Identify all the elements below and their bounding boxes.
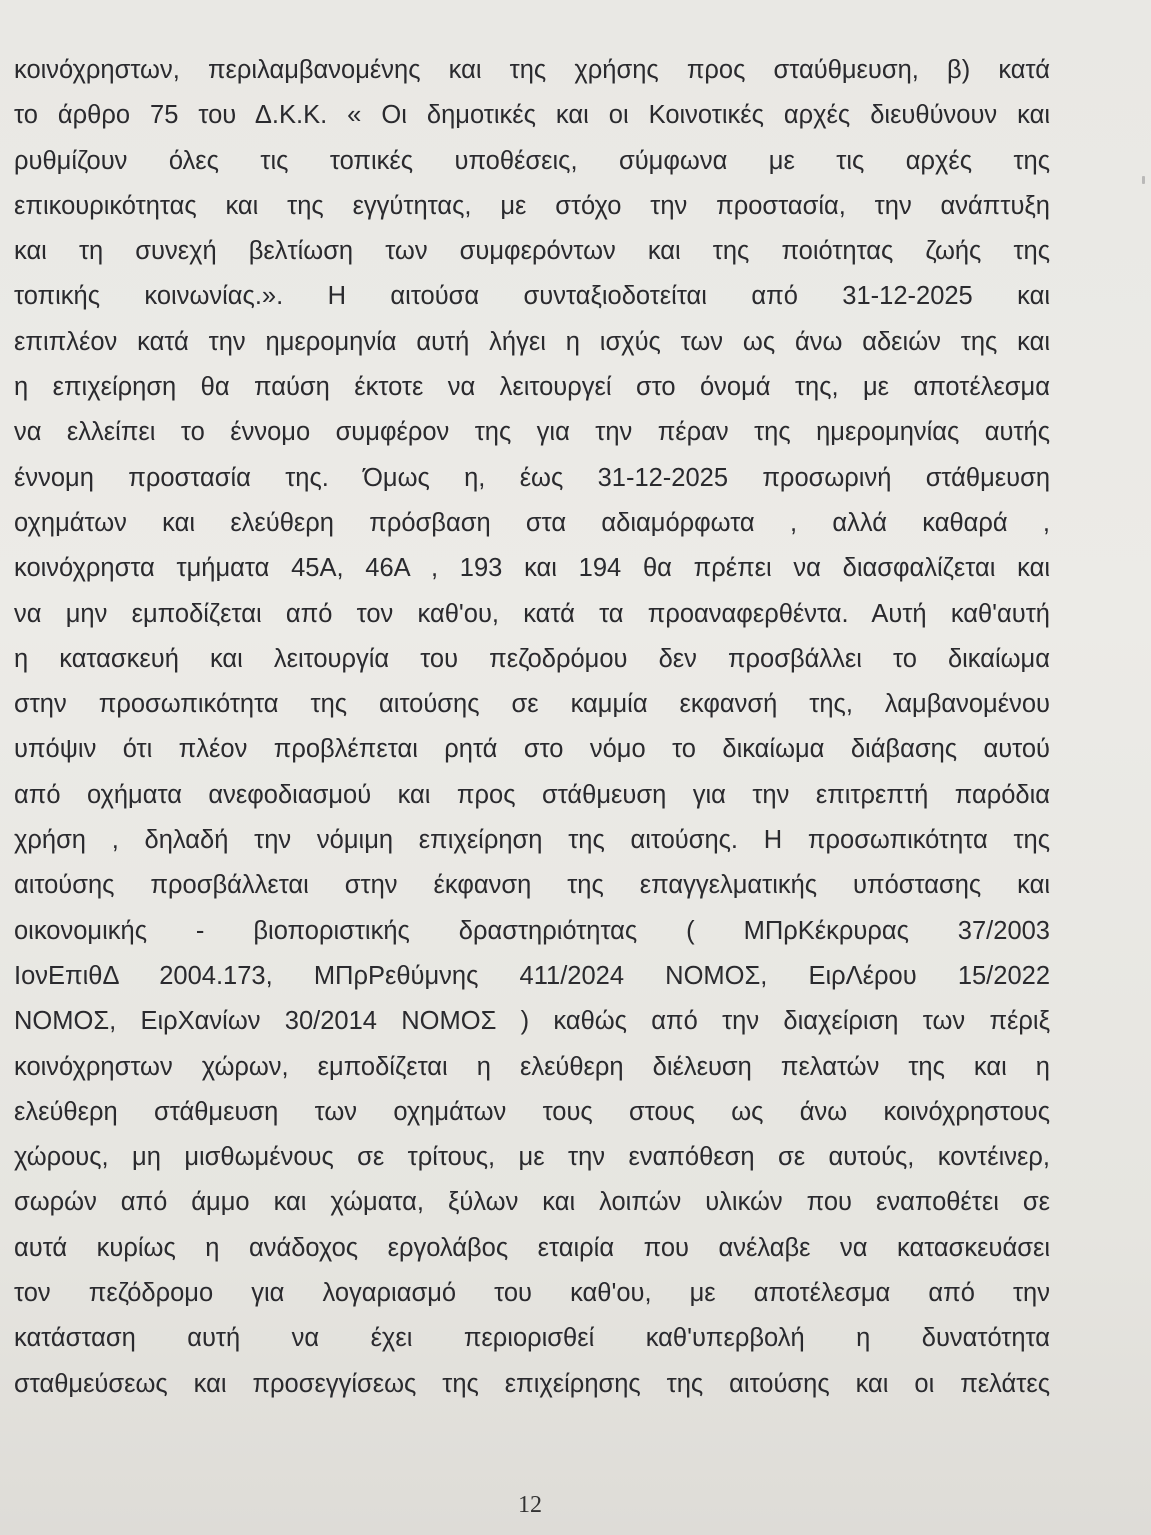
- text-line: ΙονΕπιθΔ 2004.173, ΜΠρΡεθύμνης 411/2024 ΝΟΜΟΣ, ΕιρΛέρου 15/2022: [14, 961, 1050, 990]
- text-line: κοινόχρηστα τμήματα 45Α, 46Α , 193 και 194 θα πρέπει να διασφαλίζεται και: [14, 554, 1050, 583]
- text-line: επικουρικότητας και της εγγύτητας, με στόχο την προστασία, την ανάπτυξη: [14, 191, 1050, 220]
- text-line: κοινόχρηστων, περιλαμβανομένης και της χρήσης προς σταύθμευση, β) κατά: [14, 56, 1050, 84]
- text-line: χώρους, μη μισθωμένους σε τρίτους, με την εναπόθεση σε αυτούς, κοντέινερ,: [14, 1143, 1050, 1172]
- text-line: χρήση , δηλαδή την νόμιμη επιχείρηση της αιτούσης. Η προσωπικότητα της: [14, 826, 1050, 855]
- text-line: τοπικής κοινωνίας.». Η αιτούσα συνταξιοδοτείται από 31-12-2025 και: [14, 282, 1050, 311]
- body-text: [14, 48, 1050, 1407]
- text-line: και τη συνεχή βελτίωση των συμφερόντων και της ποιότητας ζωής της: [14, 237, 1050, 266]
- text-line: η κατασκευή και λειτουργία του πεζοδρόμου δεν προσβάλλει το δικαίωμα: [14, 644, 1050, 673]
- text-line: να μην εμποδίζεται από τον καθ'ου, κατά τα προαναφερθέντα. Αυτή καθ'αυτή: [14, 599, 1050, 628]
- text-line: ΝΟΜΟΣ, ΕιρΧανίων 30/2014 ΝΟΜΟΣ ) καθώς από την διαχείριση των πέριξ: [14, 1007, 1050, 1036]
- text-line: κατάσταση αυτή να έχει περιορισθεί καθ'υπερβολή η δυνατότητα: [14, 1324, 1050, 1353]
- page-number: 12: [518, 1492, 542, 1518]
- text-line: ρυθμίζουν όλες τις τοπικές υποθέσεις, σύμφωνα με τις αρχές της: [14, 146, 1050, 175]
- text-line: στην προσωπικότητα της αιτούσης σε καμμία εκφανσή της, λαμβανομένου: [14, 690, 1050, 719]
- text-line: το άρθρο 75 του Δ.Κ.Κ. « Οι δημοτικές και οι Κοινοτικές αρχές διευθύνουν και: [14, 101, 1050, 130]
- text-line: να ελλείπει το έννομο συμφέρον της για την πέραν της ημερομηνίας αυτής: [14, 418, 1050, 447]
- text-line: από οχήματα ανεφοδιασμού και προς στάθμευση για την επιτρεπτή παρόδια: [14, 780, 1050, 809]
- text-line: οικονομικής - βιοποριστικής δραστηριότητας ( ΜΠρΚέκρυρας 37/2003: [14, 916, 1050, 945]
- text-line: σωρών από άμμο και χώματα, ξύλων και λοιπών υλικών που εναποθέτει σε: [14, 1188, 1050, 1217]
- text-line: επιπλέον κατά την ημερομηνία αυτή λήγει η ισχύς των ως άνω αδειών της και: [14, 327, 1050, 356]
- text-line: σταθμεύσεως και προσεγγίσεως της επιχείρησης της αιτούσης και οι πελάτες: [14, 1369, 1050, 1398]
- text-line: τον πεζόδρομο για λογαριασμό του καθ'ου, με αποτέλεσμα από την: [14, 1279, 1050, 1308]
- text-line: αυτά κυρίως η ανάδοχος εργολάβος εταιρία που ανέλαβε να κατασκευάσει: [14, 1233, 1050, 1262]
- text-line: οχημάτων και ελεύθερη πρόσβαση στα αδιαμόρφωτα , αλλά καθαρά ,: [14, 508, 1050, 537]
- text-line: ελεύθερη στάθμευση των οχημάτων τους στους ως άνω κοινόχρηστους: [14, 1097, 1050, 1126]
- text-line: αιτούσης προσβάλλεται στην έκφανση της επαγγελματικής υπόστασης και: [14, 871, 1050, 900]
- text-line: κοινόχρηστων χώρων, εμποδίζεται η ελεύθερη διέλευση πελατών της και η: [14, 1052, 1050, 1081]
- text-line: υπόψιν ότι πλέον προβλέπεται ρητά στο νόμο το δικαίωμα διάβασης αυτού: [14, 735, 1050, 764]
- text-line: η επιχείρηση θα παύση έκτοτε να λειτουργεί στο όνομά της, με αποτέλεσμα: [14, 373, 1050, 402]
- scan-edge-mark: [1142, 176, 1145, 184]
- text-line: έννομη προστασία της. Όμως η, έως 31-12-2025 προσωρινή στάθμευση: [14, 463, 1050, 492]
